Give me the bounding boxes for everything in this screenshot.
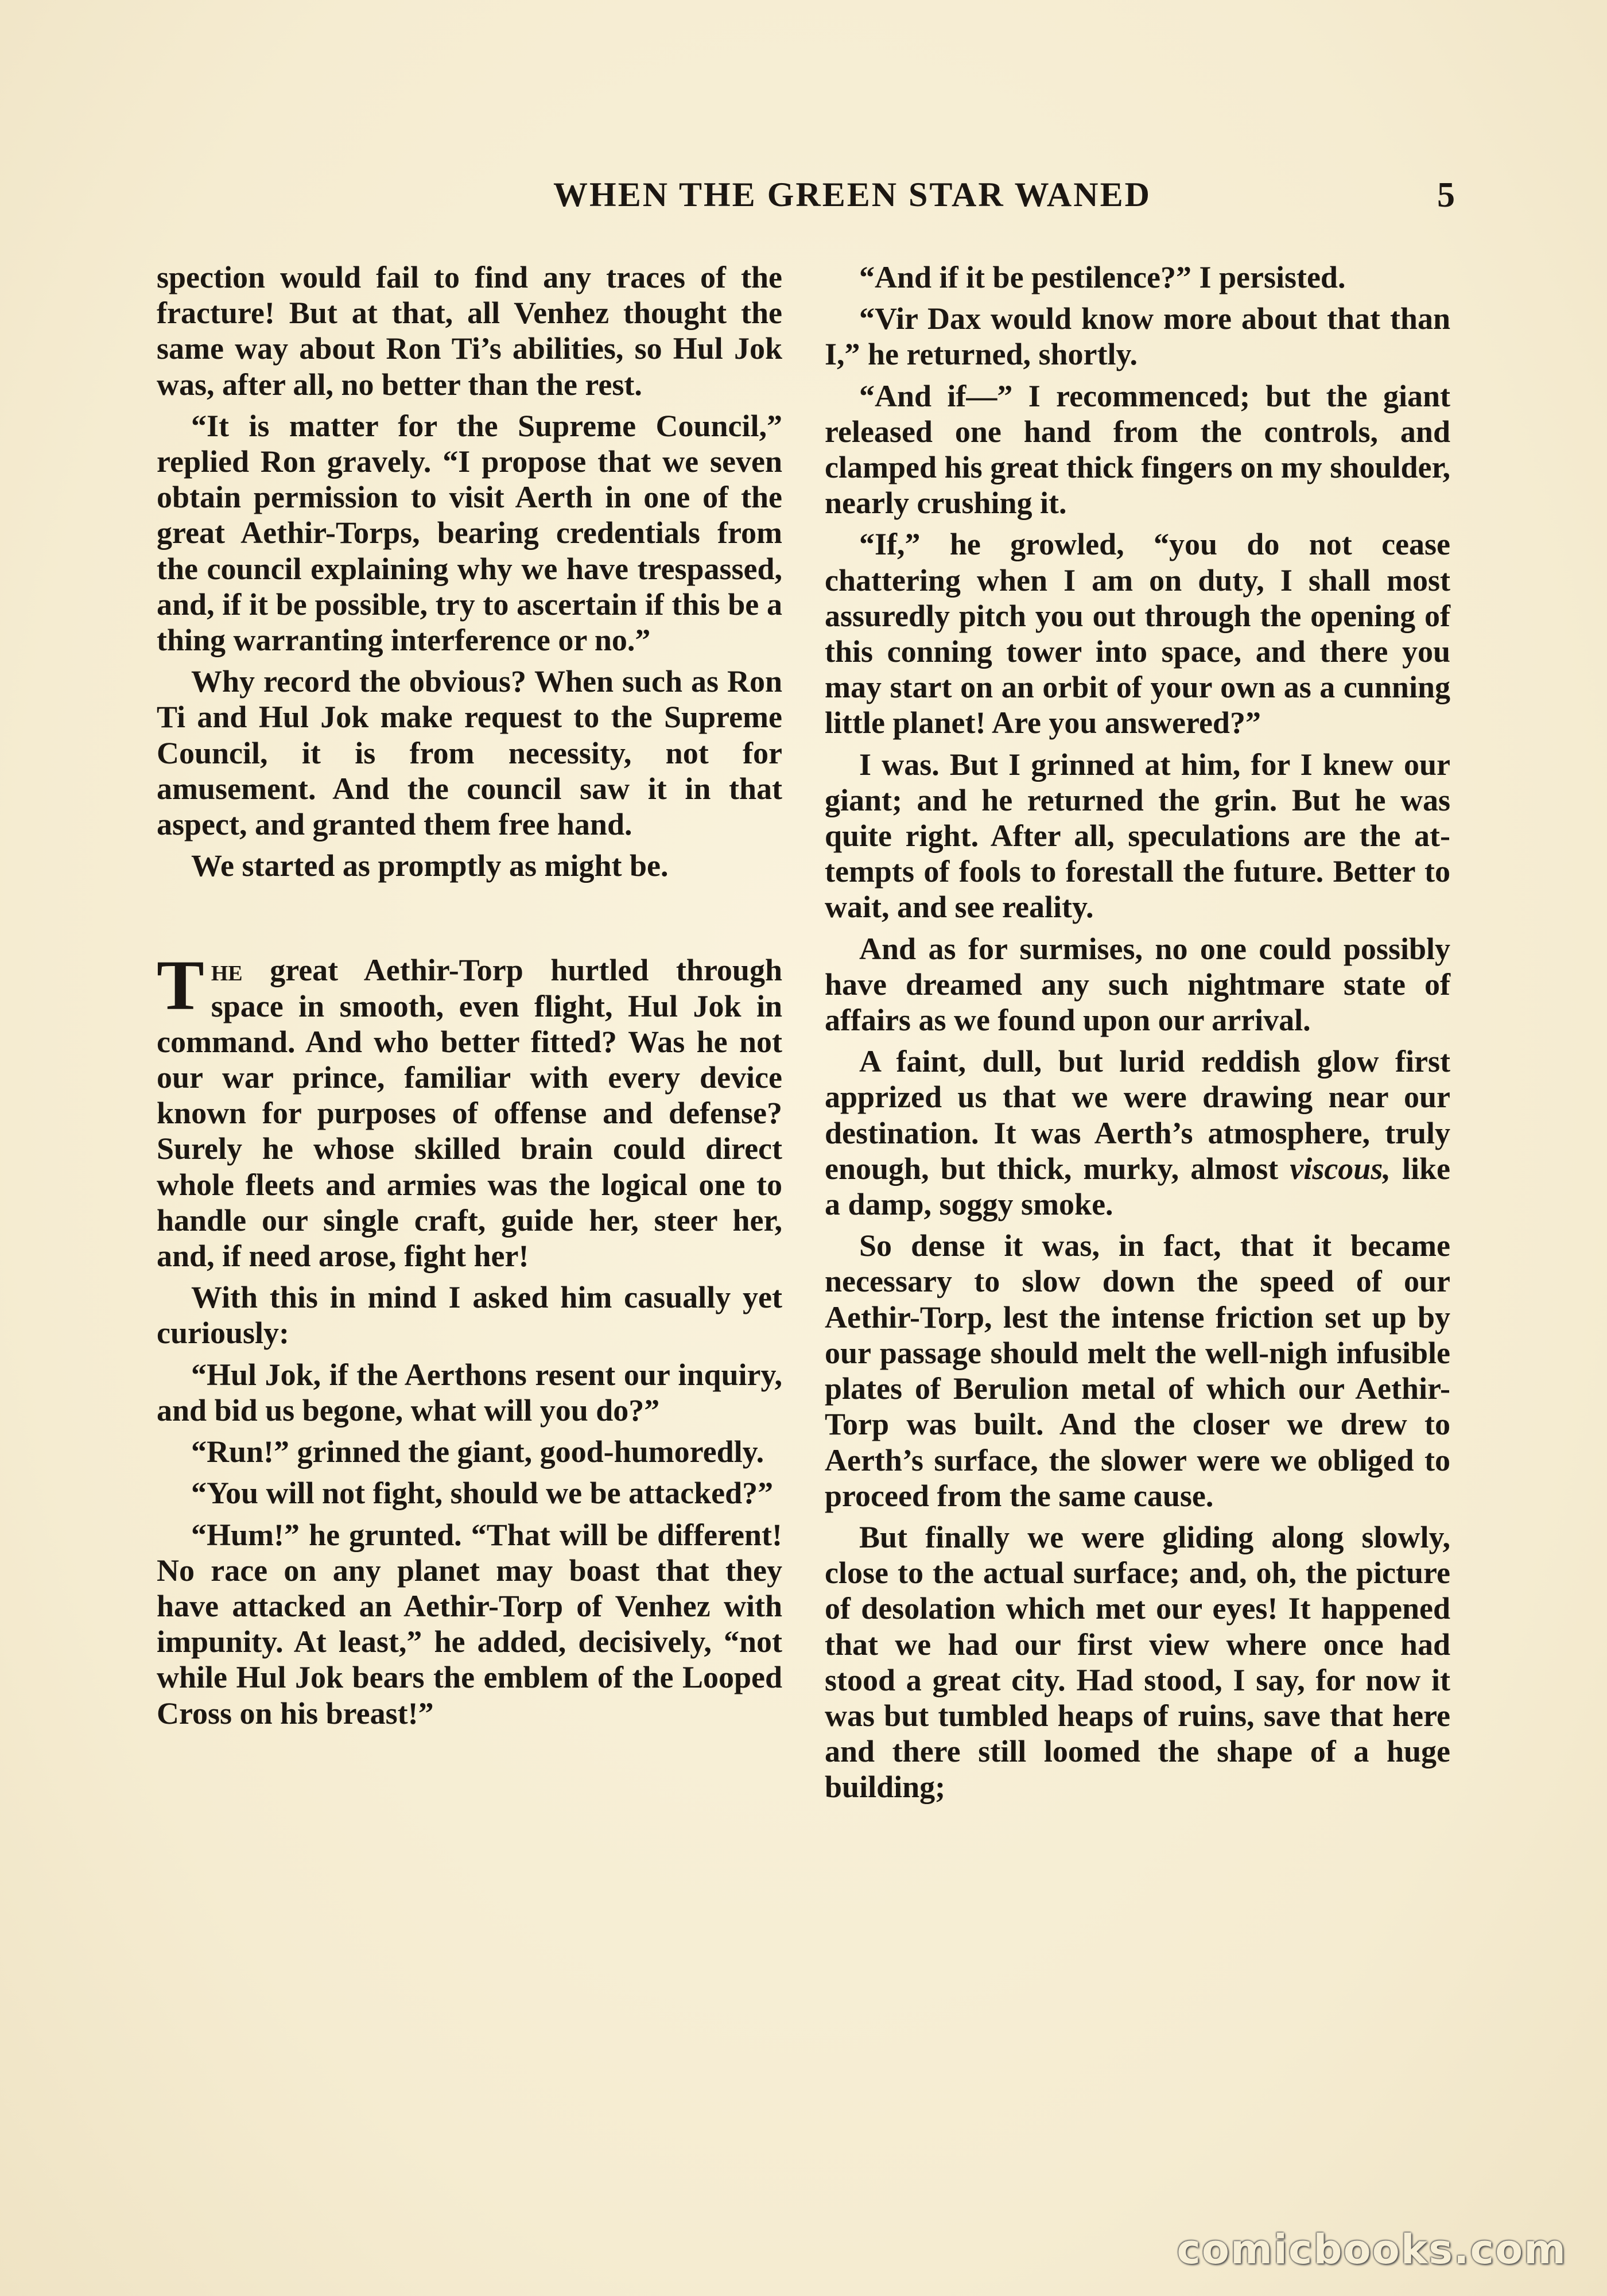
paragraph: “Run!” grinned the giant, good-humoredly. <box>191 1434 764 1469</box>
left-column <box>157 259 782 1737</box>
running-head <box>155 175 1455 221</box>
paragraph: “Vir Dax would know more about that than I,” he returned, shortly. <box>825 301 1450 372</box>
italic-word: viscous, <box>1290 1151 1391 1186</box>
paragraph-text: like a damp, soggy smoke. <box>825 1151 1450 1222</box>
paragraph: “And if it be pestilence?” I persisted. <box>859 260 1346 294</box>
paragraph: “It is matter for the Supreme Council,” replied Ron gravely. “I propose that we seven obtain permission to visit Aerth in one of the great Aethir-Torps, bearing credentials from the council explaining why we have trespassed, and, if it be possible, try to ascertain if this be a thing warranting interference or no.” <box>157 408 782 658</box>
paragraph-text: great Aethir-Torp hurtled through space in smooth, even flight, Hul Jok in command. And who better fitted? Was he not our war prince, familiar with every device known for purposes of offense and defense? Surely he whose skilled brain could direct whole fleets and armies was the logical one to handle our single craft, guide her, steer her, and, if need arose, fight her! <box>157 953 782 1274</box>
section-opening-paragraph <box>157 946 782 1274</box>
paragraph: But finally we were gliding along slowly, close to the actual surface; and, oh, the picture of desolation which met our eyes! It happened that we had our first view where once had stood a great city. Had stood, I say, for now it was but tumbled heaps of ruins, save that here and there still loomed the shape of a huge building; <box>825 1519 1450 1805</box>
paragraph: “Hul Jok, if the Aerthons resent our inquiry, and bid us begone, what will you do?” <box>157 1357 782 1428</box>
drop-cap: T <box>157 946 204 1025</box>
small-caps-lead: he <box>211 953 243 988</box>
watermark: comicbooks.com <box>1177 2226 1567 2273</box>
paragraph-text: A faint, dull, but lurid reddish glow first apprized us that we were drawing near our destination. It was Aerth’s atmosphere, truly enough, but thick, murky, almost <box>825 1044 1450 1186</box>
paragraph: With this in mind I asked him casually yet curiously: <box>157 1280 782 1351</box>
paragraph <box>825 1044 1450 1222</box>
page-number: 5 <box>1437 176 1455 215</box>
paragraph: spection would fail to find any traces of the fracture! But at that, all Venhez thought the same way about Ron Ti’s abilities, so Hul Jok was, after all, no better than the rest. <box>157 260 782 402</box>
paragraph: We started as promptly as might be. <box>191 848 669 883</box>
paragraph: “You will not fight, should we be attacked?” <box>191 1476 774 1511</box>
paragraph: “If,” he growled, “you do not cease chattering when I am on duty, I shall most assuredly pitch you out through the opening of this conning tower into space, and there you may start on an orbit of your own as a cunning little planet! Are you answered?” <box>825 527 1450 740</box>
running-title: WHEN THE GREEN STAR WANED <box>553 176 1151 214</box>
paragraph: And as for surmises, no one could possibly have dreamed any such nightmare state of affairs as we found upon our arrival. <box>825 931 1450 1038</box>
paragraph: Why record the obvious? When such as Ron Ti and Hul Jok make request to the Supreme Council, it is from necessity, not for amusement. And the council saw it in that aspect, and granted them free hand. <box>157 664 782 842</box>
paragraph: “Hum!” he grunted. “That will be different! No race on any planet may boast that they have attacked an Aethir-Torp of Venhez with impunity. At least,” he added, decisively, “not while Hul Jok bears the emblem of the Looped Cross on his breast!” <box>157 1517 782 1731</box>
paragraph: “And if—” I recommenced; but the giant released one hand from the controls, and clamped his great thick fingers on my shoulder, nearly crushing it. <box>825 378 1450 521</box>
paragraph: I was. But I grinned at him, for I knew our giant; and he returned the grin. But he was quite right. After all, speculations are the attempts of fools to forestall the future. Better to wait, and see reality. <box>825 747 1450 925</box>
right-column <box>825 259 1450 1811</box>
paragraph: So dense it was, in fact, that it became necessary to slow down the speed of our Aethir-Torp, lest the intense friction set up by our passage should melt the well-nigh infusible plates of Berulion metal of which our Aethir-Torp was built. And the closer we drew to Aerth’s surface, the slower were we obliged to proceed from the same cause. <box>825 1228 1450 1513</box>
